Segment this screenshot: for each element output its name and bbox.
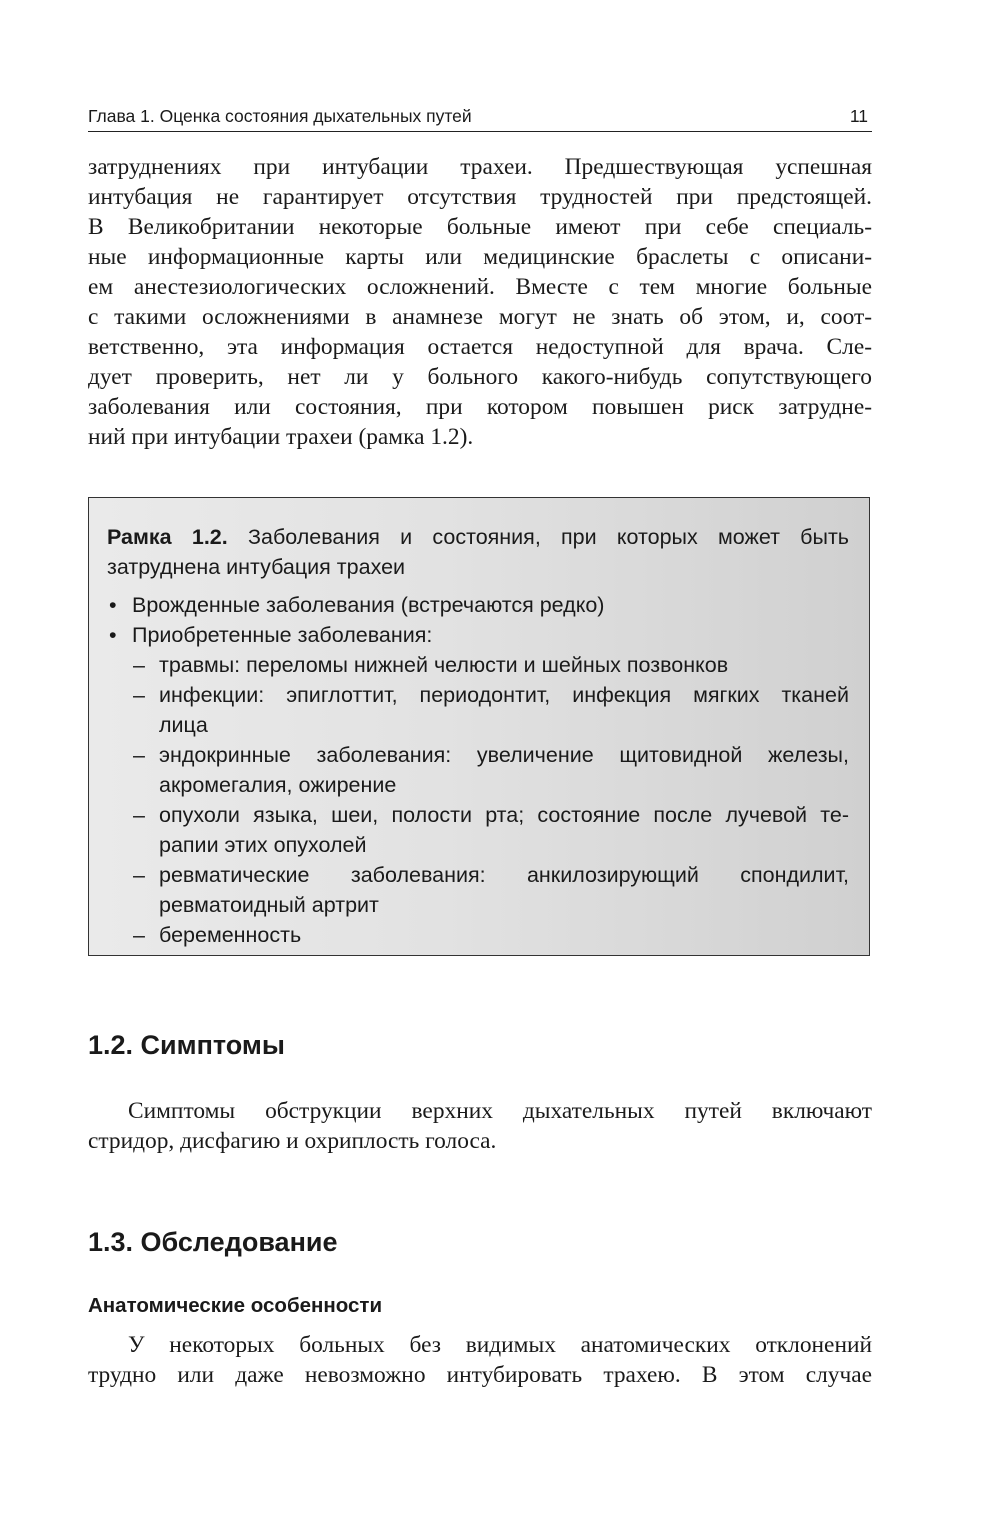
text-line: с такими осложнениями в анамнезе могут не знать об этом, и, соот-	[88, 304, 872, 330]
paragraph-2	[88, 1096, 872, 1156]
subsection-heading: Анатомические особенности	[88, 1294, 383, 1317]
box-heading	[107, 522, 849, 582]
dash-marker: –	[133, 653, 145, 677]
paragraph-3	[88, 1330, 872, 1390]
chapter-title: Глава 1. Оценка состояния дыхательных путей	[88, 106, 472, 126]
text-line: ем анестезиологических осложнений. Вместе с тем многие больные	[88, 274, 872, 300]
running-head	[88, 103, 872, 132]
box-title-line: затруднена интубация трахеи	[107, 555, 406, 579]
text-line: ний при интубации трахеи (рамка 1.2).	[88, 424, 474, 450]
text-line: В Великобритании некоторые больные имеют при себе специаль-	[88, 214, 872, 240]
dash-item	[107, 650, 849, 680]
box-title-text: Заболевания и состояния, при которых может быть	[248, 525, 849, 549]
bullet-item: • Врожденные заболевания (встречаются редко)	[107, 590, 849, 620]
text-line: заболевания или состояния, при котором повышен риск затрудне-	[88, 394, 872, 420]
dash-list	[107, 650, 849, 950]
dash-item	[107, 800, 849, 860]
page-number: 11	[849, 106, 868, 126]
dash-marker: –	[133, 683, 145, 707]
dash-item-line: акромегалия, ожирение	[159, 773, 397, 797]
box-label: Рамка 1.2.	[107, 525, 228, 549]
book-page	[88, 0, 872, 1525]
sidebar-box-1-2	[88, 497, 870, 956]
section-heading: 1.3. Обследование	[88, 1227, 338, 1257]
text-line: интубация не гарантирует отсутствия трудностей при предстоящей.	[88, 184, 872, 210]
dash-item-line: ревматоидный артрит	[159, 893, 379, 917]
text-line: трудно или даже невозможно интубировать трахею. В этом случае	[88, 1362, 872, 1388]
dash-item-line: травмы: переломы нижней челюсти и шейных позвонков	[159, 653, 729, 677]
text-line: затруднениях при интубации трахеи. Предшествующая успешная	[88, 154, 872, 180]
dash-item-line: эндокринные заболевания: увеличение щитовидной железы,	[159, 743, 849, 767]
dash-marker: –	[133, 743, 145, 767]
dash-item-line: лица	[159, 713, 208, 737]
dash-item	[107, 680, 849, 740]
paragraph-1	[88, 152, 872, 452]
dash-item	[107, 740, 849, 800]
text-line: ветственно, эта информация остается недоступной для врача. Сле-	[88, 334, 872, 360]
section-heading: 1.2. Симптомы	[88, 1030, 285, 1060]
text-line: У некоторых больных без видимых анатомических отклонений	[128, 1332, 872, 1358]
dash-marker: –	[133, 923, 145, 947]
dash-marker: –	[133, 803, 145, 827]
dash-item-line: опухоли языка, шеи, полости рта; состояние после лучевой те-	[159, 803, 849, 827]
dash-item	[107, 860, 849, 920]
text-line: Симптомы обструкции верхних дыхательных путей включают	[128, 1098, 872, 1124]
dash-item-line: рапии этих опухолей	[159, 833, 367, 857]
box-title-line	[107, 522, 849, 552]
dash-item-line: ревматические заболевания: анкилозирующий спондилит,	[159, 863, 849, 887]
dash-item	[107, 920, 849, 950]
text-line: стридор, дисфагию и охриплость голоса.	[88, 1128, 497, 1154]
dash-item-line: беременность	[159, 923, 302, 947]
text-line: ные информационные карты или медицинские браслеты с описани-	[88, 244, 872, 270]
bullet-item: • Приобретенные заболевания:	[107, 620, 849, 650]
text-line: дует проверить, нет ли у больного какого-нибудь сопутствующего	[88, 364, 872, 390]
dash-marker: –	[133, 863, 145, 887]
dash-item-line: инфекции: эпиглоттит, периодонтит, инфекция мягких тканей	[159, 683, 849, 707]
